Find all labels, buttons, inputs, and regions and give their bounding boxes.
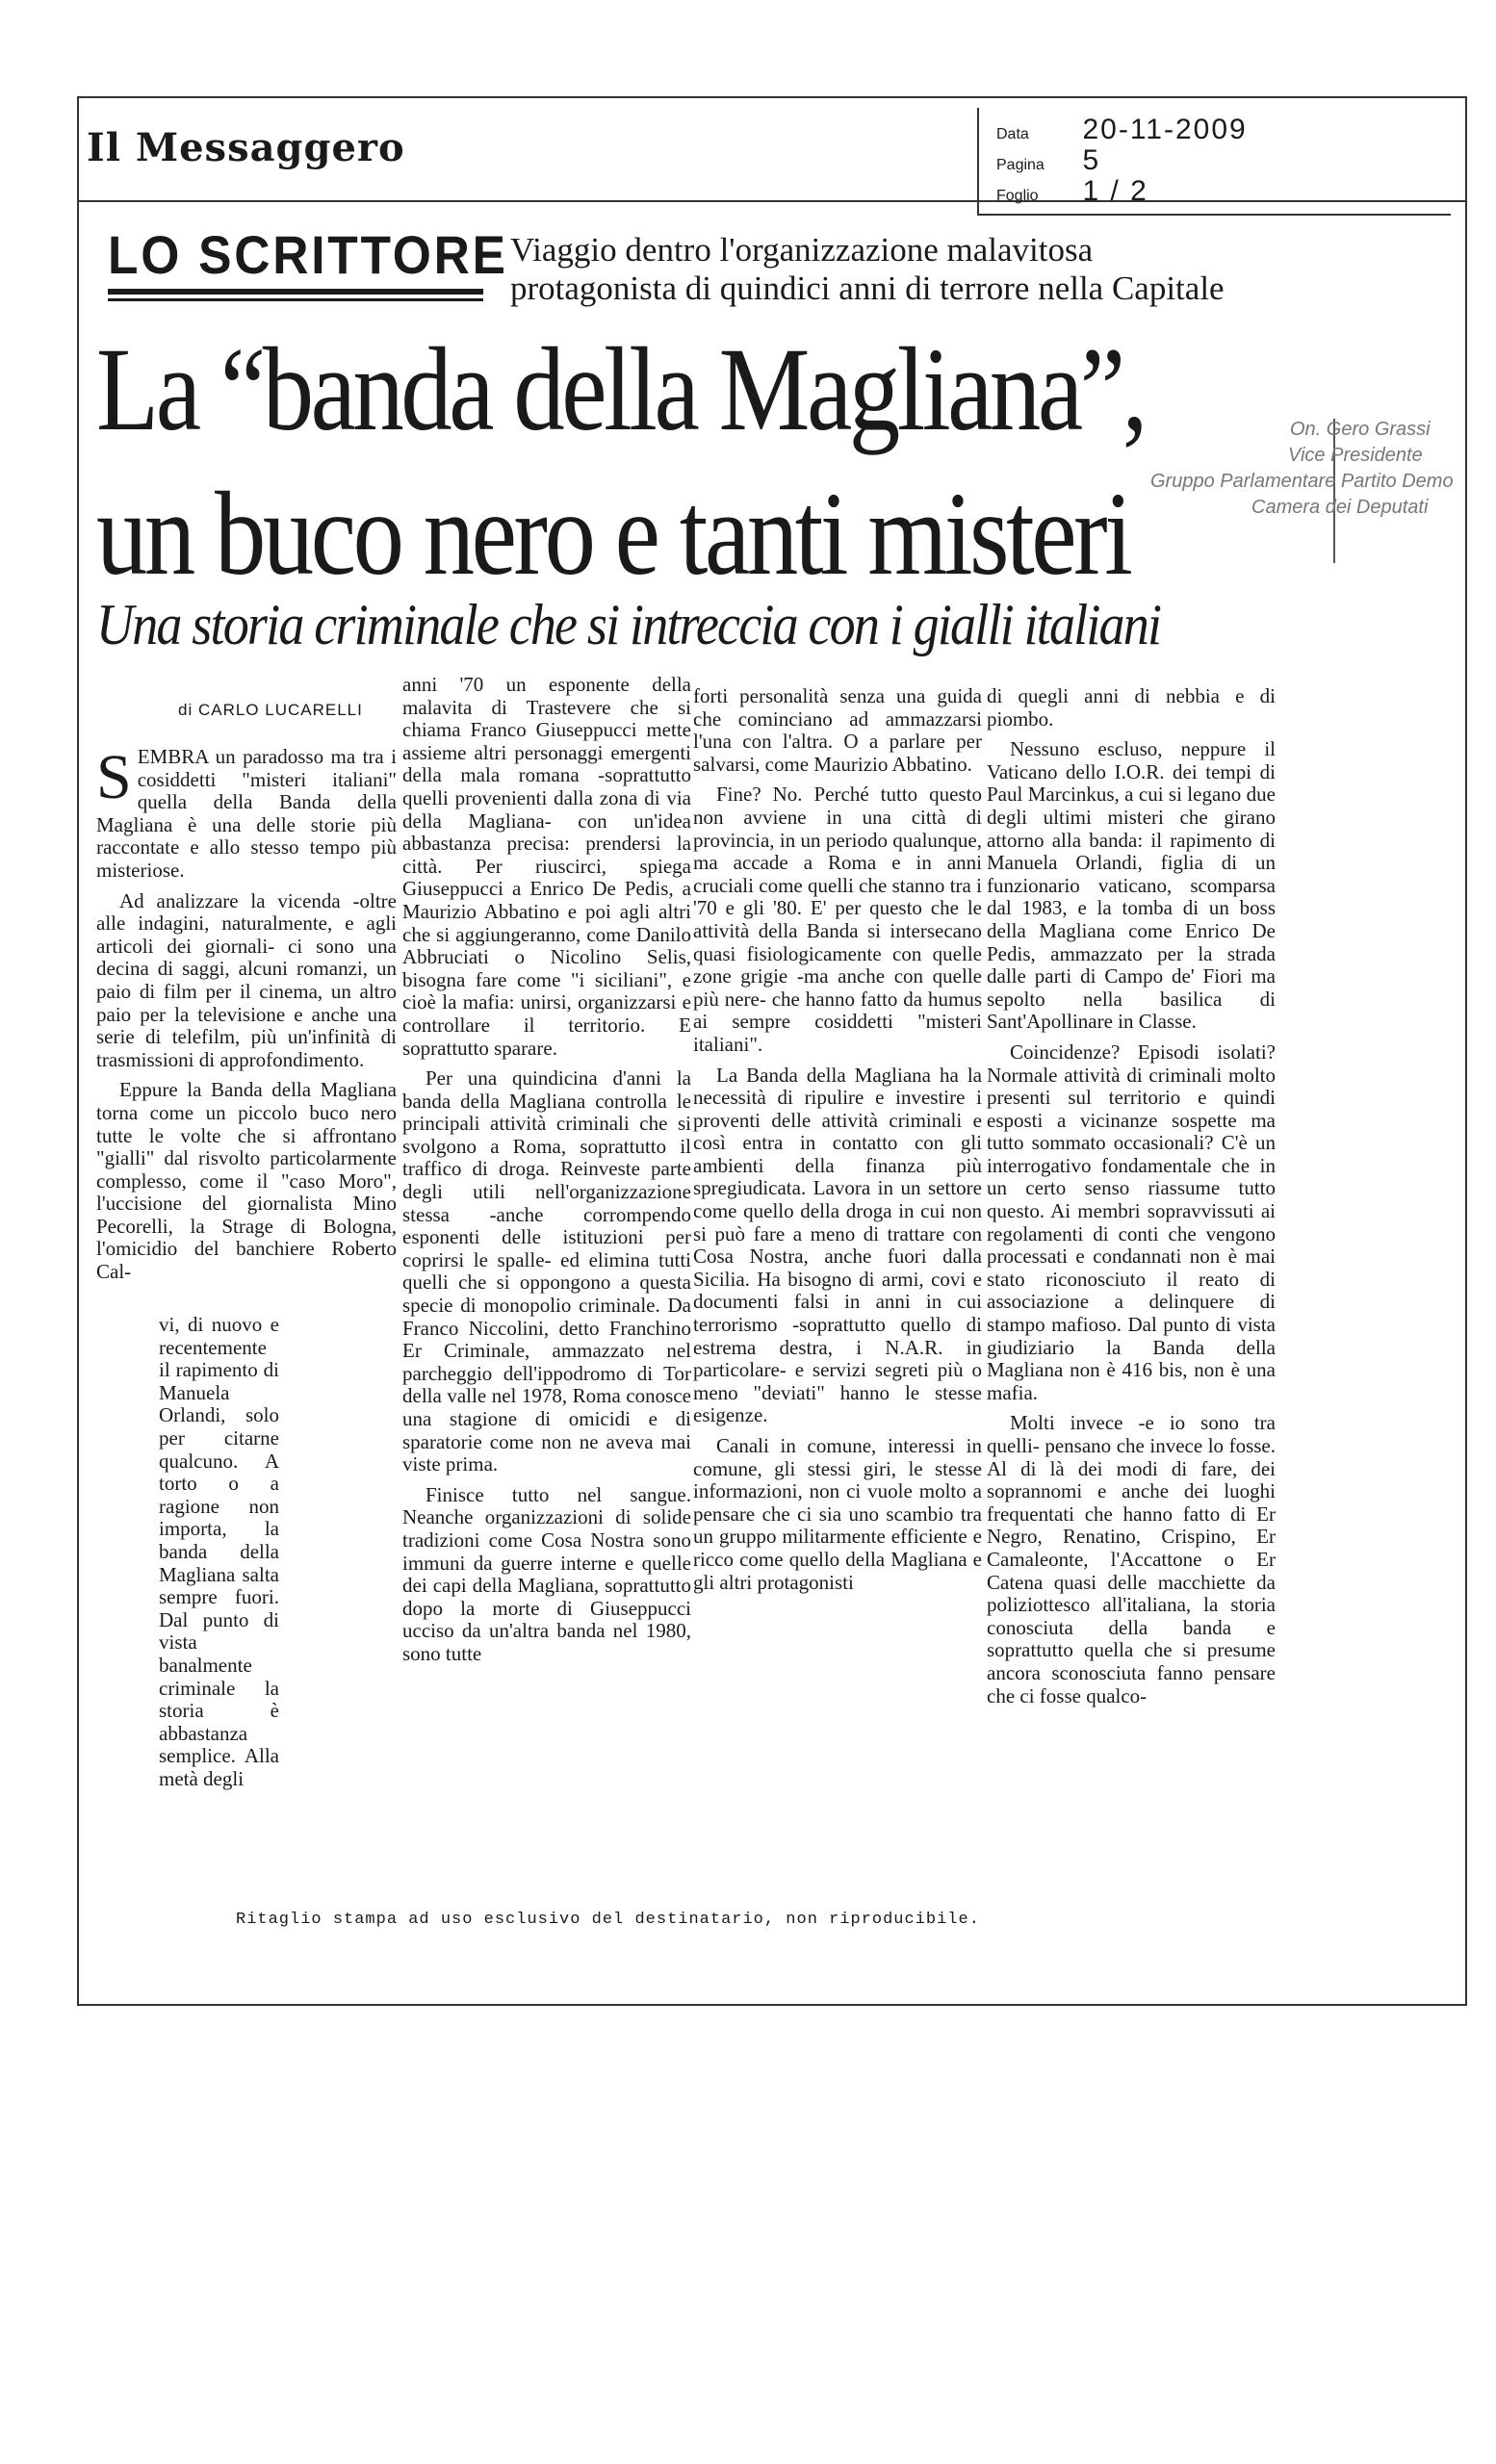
c2-paragraph-3: Finisce tutto nel sangue. Neanche organizzazioni di solide tradizioni come Cosa Nostra sono immuni da guerre interne e quelle dei capi della Magliana, soprattutto dopo la morte di Giuseppucci ucciso da un'altra banda nel 1980, sono tutte (402, 1482, 691, 1665)
reproduction-notice: Ritaglio stampa ad uso esclusivo del destinatario, non riproducibile. (236, 1911, 980, 1929)
section-label: LO SCRITTORE (108, 224, 508, 285)
stamp-name: On. Gero Grassi (1290, 419, 1431, 440)
subheadline: Una storia criminale che si intreccia con i gialli italiani (96, 593, 1161, 656)
date-row (996, 114, 1248, 146)
c4-paragraph-1: di quegli anni di nebbia e di piombo. (987, 684, 1276, 731)
sheet-row (996, 175, 1148, 208)
c3-paragraph-2: Fine? No. Perché tutto questo non avviene in una città di provincia, in un periodo qualunque, ma accade a Roma e in anni cruciali come quelli che stanno tra i '70 e gli '80. E' per questo che le attività della Banda si intersecano quasi fisiologicamente con quelle zone grigie -ma anche con quelle più nere- che hanno fatto da humus ai sempre cosiddetti "misteri italiani". (693, 783, 982, 1056)
c1-paragraph-2: Ad analizzare la vicenda -oltre alle indagini, naturalmente, e agli articoli dei giornali- ci sono una decina di saggi, alcuni romanzi, un paio di film per il cinema, un altro paio per la televisione e anche una serie di telefilm, più un'infinità di trasmissioni di approfondimento. (96, 888, 397, 1071)
kicker-line-1: Viaggio dentro l'organizzazione malavitosa (510, 231, 1094, 269)
c2-paragraph-1: anni '70 un esponente della malavita di Trastevere che si chiama Franco Giuseppucci mette assieme altri personaggi emergenti della mala romana -soprattutto quelli provenienti dalla zona di via della Magliana- con un'idea abbastanza precisa: prendersi la città. Per riuscirci, spiega Giuseppucci a Enrico De Pedis, a Maurizio Abbatino e poi agli altri che si aggiungeranno, come Danilo Abbruciati o Nicolino Selis, bisogna fare come "i siciliani", e cioè la mafia: unirsi, organizzarsi e controllare il territorio. E soprattutto sparare. (402, 673, 691, 1060)
c2-paragraph-2: Per una quindicina d'anni la banda della Magliana controlla le principali attività criminali che si svolgono a Roma, soprattutto il traffico di droga. Reinveste parte degli utili nell'organizzazione stessa -anche corrompendo esponenti delle istituzioni per coprirsi le spalle- ed elimina tutti quelli che si oppongono a questa specie di monopolio criminale. Da Franco Niccolini, detto Franchino Er Criminale, ammazzato nel parcheggio dell'ippodromo di Tor della valle nel 1978, Roma conosce una stagione di omicidi e di sparatorie come non ne aveva mai viste prima. (402, 1066, 691, 1476)
sheet-value: 1 / 2 (1082, 175, 1148, 207)
page-label: Pagina (996, 157, 1045, 173)
c4-paragraph-3: Coincidenze? Episodi isolati? Normale attività di criminali molto presenti sul territorio e quindi esposti a vicinanze sospette ma tutto sommato occasionali? C'è un interrogativo fondamentale che in un certo senso riassume tutto questo. Ai membri sopravvissuti ai regolamenti di conti che vengono processati e condannati non è mai stato riconosciuto il reato di associazione a delinquere di stampo mafioso. Dal punto di vista giudiziario la Banda della Magliana non è 416 bis, non è una mafia. (987, 1040, 1276, 1404)
c3-paragraph-1: forti personalità senza una guida che cominciano ad ammazzarsi l'una con l'altra. O a parlare per salvarsi, come Maurizio Abbatino. (693, 684, 982, 776)
article-column-1 (96, 742, 397, 1292)
sheet-label: Foglio (996, 188, 1039, 204)
stamp-group: Gruppo Parlamentare Partito Demo (1150, 471, 1454, 492)
c1-paragraph-1: EMBRA un paradosso ma tra i cosiddetti "misteri italiani" quella della Banda della Magliana è una delle storie più raccontate e allo stesso tempo più misteriose. (96, 745, 397, 882)
article-column-2 (402, 674, 691, 1674)
c4-paragraph-4: Molti invece -e io sono tra quelli- pensano che invece lo fosse. Al di là dei modi di fare, dei soprannomi e anche dei luoghi frequentati che hanno fatto di Er Negro, Renatino, Crispino, Er Camaleonte, l'Accattone o Er Catena quasi delle macchiette da poliziottesco all'italiana, la storia conosciuta della banda e soprattutto quella che si presume ancora sconosciuta fanno pensare che ci fosse qualco- (987, 1411, 1276, 1707)
c1-narrow-column: vi, di nuovo e recentemente il rapimento di Manuela Orlandi, solo per citarne qualcuno. A torto o a ragione non importa, la banda della Magliana salta sempre fuori. Dal punto di vista banalmente criminale la storia è abbastanza semplice. Alla metà degli (159, 1313, 279, 1790)
byline: di CARLO LUCARELLI (178, 701, 363, 719)
stamp-chamber: Camera dei Deputati (1251, 497, 1429, 518)
c4-paragraph-2: Nessuno escluso, neppure il Vaticano dello I.O.R. dei tempi di Paul Marcinkus, a cui si legano due degli ultimi misteri che girano attorno alla banda: il rapimento di Manuela Orlandi, figlia di un funzionario vaticano, scomparsa dal 1983, e la tomba di un boss della Magliana come Enrico De Pedis, ammazzato per la strada dalle parti di Campo de' Fiori ma sepolto nella basilica di Sant'Apollinare in Classe. (987, 737, 1276, 1034)
section-underline-thin (108, 298, 483, 301)
headline-line-1: La “banda della Magliana”, (96, 323, 1145, 455)
drop-cap: S (96, 742, 132, 812)
date-value: 20-11-2009 (1082, 114, 1248, 145)
kicker-line-2: protagonista di quindici anni di terrore nella Capitale (510, 270, 1225, 307)
page-row (996, 144, 1100, 177)
c3-paragraph-3: La Banda della Magliana ha la necessità di ripulire e investire i proventi delle attività criminali e così entra in contatto con gli ambienti della finanza più spregiudicata. Lavora in un settore come quello della droga in cui non si può fare a meno di trattare con Cosa Nostra, anche fuori dalla Sicilia. Ha bisogno di armi, covi e documenti falsi in anni in cui terrorismo -soprattutto quello di estrema destra, i N.A.R. in particolare- e servizi segreti più o meno "deviati" hanno le stesse esigenze. (693, 1063, 982, 1427)
stamp-role: Vice Presidente (1288, 445, 1423, 466)
article-column-4 (987, 685, 1276, 1715)
newspaper-masthead: Il Messaggero (87, 125, 405, 170)
date-label: Data (996, 126, 1029, 142)
c1-paragraph-3: Eppure la Banda della Magliana torna come un piccolo buco nero tutte le volte che si affrontano "gialli" dal risvolto particolarmente complesso, come il "caso Moro", l'uccisione del giornalista Mino Pecorelli, la Strage di Bologna, l'omicidio del banchiere Roberto Cal- (96, 1078, 397, 1284)
page-value: 5 (1082, 144, 1101, 176)
headline (96, 318, 1145, 606)
headline-line-2: un buco nero e tanti misteri (96, 468, 1130, 600)
kicker (510, 231, 1280, 308)
article-column-3 (693, 685, 982, 1602)
section-underline (108, 289, 483, 295)
c3-paragraph-4: Canali in comune, interessi in comune, gli stessi giri, le stesse informazioni, non ci vuole molto a pensare che ci sia uno scambio tra un gruppo militarmente efficiente e ricco come quello della Magliana e gli altri protagonisti (693, 1434, 982, 1594)
